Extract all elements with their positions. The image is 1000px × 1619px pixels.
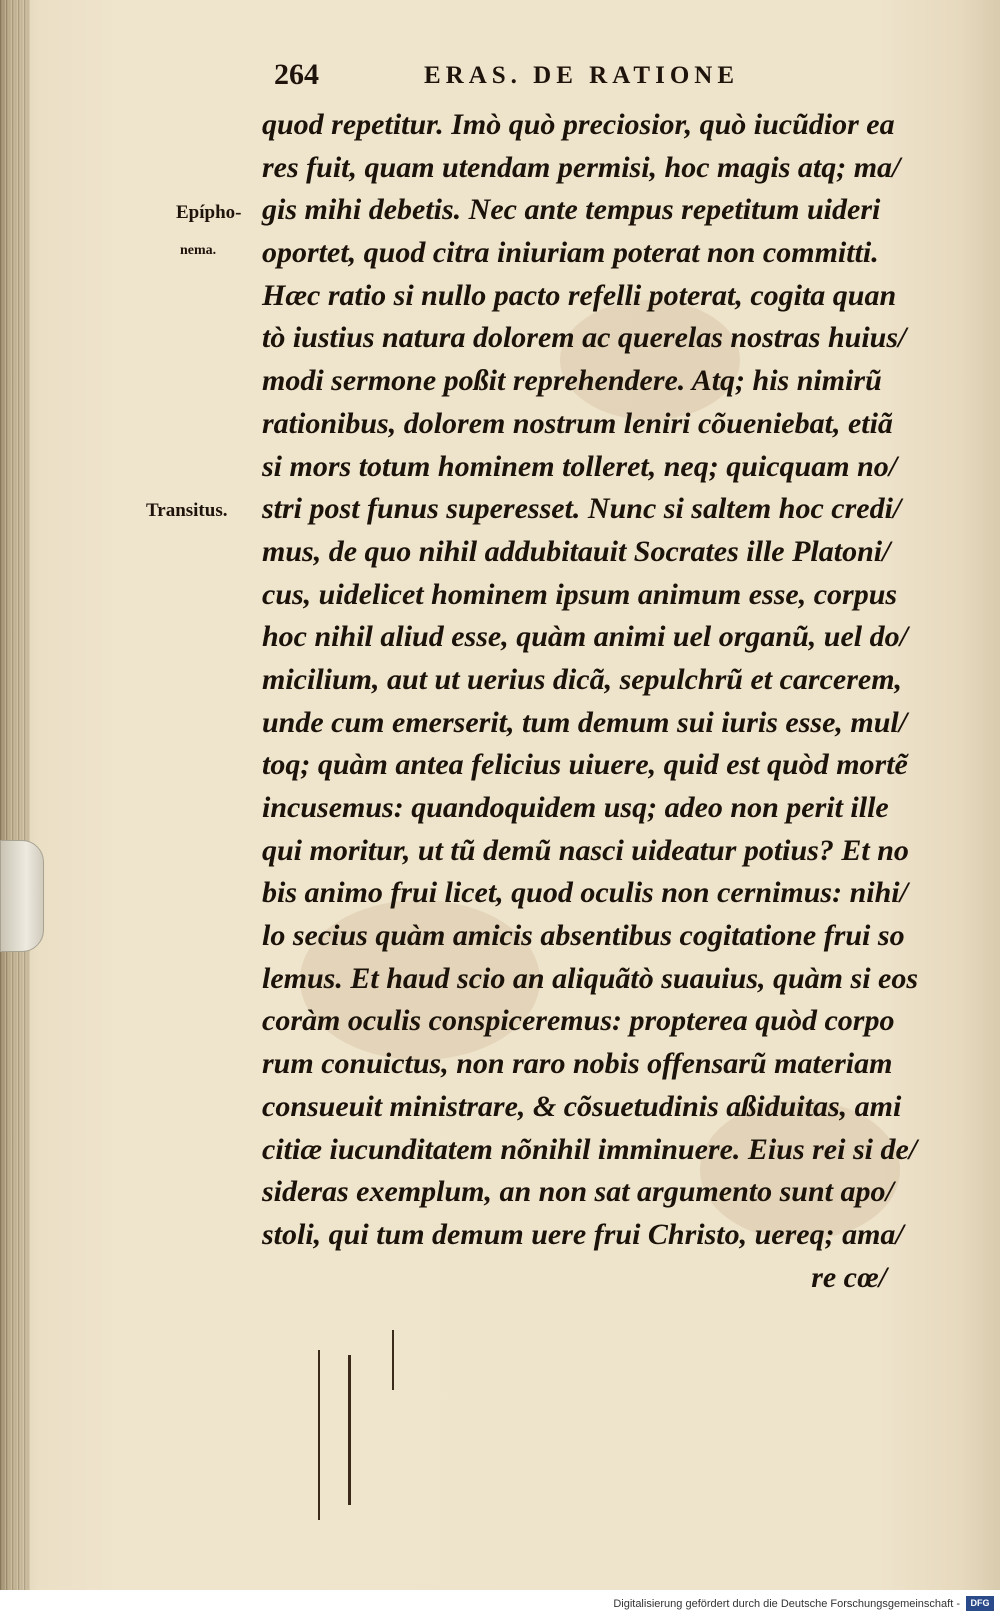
text-line: lo secius quàm amicis absentibus cogitatione frui so [262, 919, 905, 953]
text-line: gis mihi debetis. Nec ante tempus repetitum uideri [262, 193, 881, 227]
page-header [274, 58, 894, 98]
digitization-credit: Digitalisierung gefördert durch die Deutsche Forschungsgemeinschaft - [613, 1598, 960, 1610]
text-line: hoc nihil aliud esse, quàm animi uel organũ, uel do/ [262, 620, 908, 654]
text-line: quod repetitur. Imò quò preciosior, quò iucũdior ea [262, 108, 895, 141]
page-edge-stack [0, 0, 30, 1590]
text-line: unde cum emerserit, tum demum sui iuris esse, mul/ [262, 705, 908, 739]
page-number: 264 [274, 58, 319, 91]
text-line: micilium, aut ut uerius dicã, sepulchrũ et carcerem, [262, 662, 903, 696]
text-line: si mors totum hominem tolleret, neq; quicquam no/ [262, 449, 898, 483]
text-line: bis animo frui licet, quod oculis non cernimus: nihi/ [262, 876, 908, 910]
ink-mark [318, 1350, 320, 1520]
running-head: ERAS. DE RATIONE [424, 62, 739, 89]
ink-mark [392, 1330, 394, 1390]
margin-note-epiphonema: Epípho- [176, 202, 242, 223]
text-line: coràm oculis conspiceremus: propterea quòd corpo [262, 1004, 895, 1038]
catchword-line: re cœ/ [811, 1260, 887, 1294]
text-line: stoli, qui tum demum uere frui Christo, uereq; ama/ [262, 1217, 904, 1251]
text-line: tò iustius natura dolorem ac querelas nostras huius/ [262, 321, 907, 355]
text-line: Hæc ratio si nullo pacto refelli poterat, cogita quan [262, 278, 897, 312]
text-line: rationibus, dolorem nostrum leniri cõueniebat, etiã [262, 406, 893, 440]
text-line: toq; quàm antea felicius uiuere, quid est quòd mortẽ [262, 748, 908, 782]
page-footer [0, 1590, 1000, 1619]
text-line: modi sermone poßit reprehendere. Atq; his nimirũ [262, 364, 882, 398]
text-line: rum conuictus, non raro nobis offensarũ materiam [262, 1047, 893, 1081]
text-line: cus, uidelicet hominem ipsum animum esse, corpus [262, 577, 898, 611]
book-clasp [0, 840, 44, 952]
text-line: consueuit ministrare, & cõsuetudinis aßiduitas, ami [262, 1089, 902, 1123]
body-text [262, 104, 919, 1299]
text-line: sideras exemplum, an non sat argumento sunt apo/ [262, 1175, 894, 1209]
text-line: mus, de quo nihil addubitauit Socrates ille Platoni/ [262, 534, 891, 568]
margin-note-epiphonema-cont: nema. [180, 243, 217, 258]
text-line: incusemus: quandoquidem usq; adeo non perit ille [262, 791, 889, 824]
text-line: citiæ iucunditatem nõnihil imminuere. Eius rei si de/ [262, 1132, 918, 1166]
dfg-logo: DFG [966, 1596, 994, 1611]
text-line: lemus. Et haud scio an aliquãtò suauius, quàm si eos [262, 961, 919, 995]
text-line: qui moritur, ut tũ demũ nasci uideatur potius? Et no [262, 833, 909, 867]
text-line: oportet, quod citra iniuriam poterat non committi. [262, 236, 879, 270]
text-line: res fuit, quam utendam permisi, hoc magis atq; ma/ [262, 150, 901, 184]
text-line: stri post funus superesset. Nunc si saltem hoc credi/ [262, 492, 902, 526]
margin-note-transitus: Transitus. [146, 500, 228, 521]
ink-mark [348, 1355, 351, 1505]
